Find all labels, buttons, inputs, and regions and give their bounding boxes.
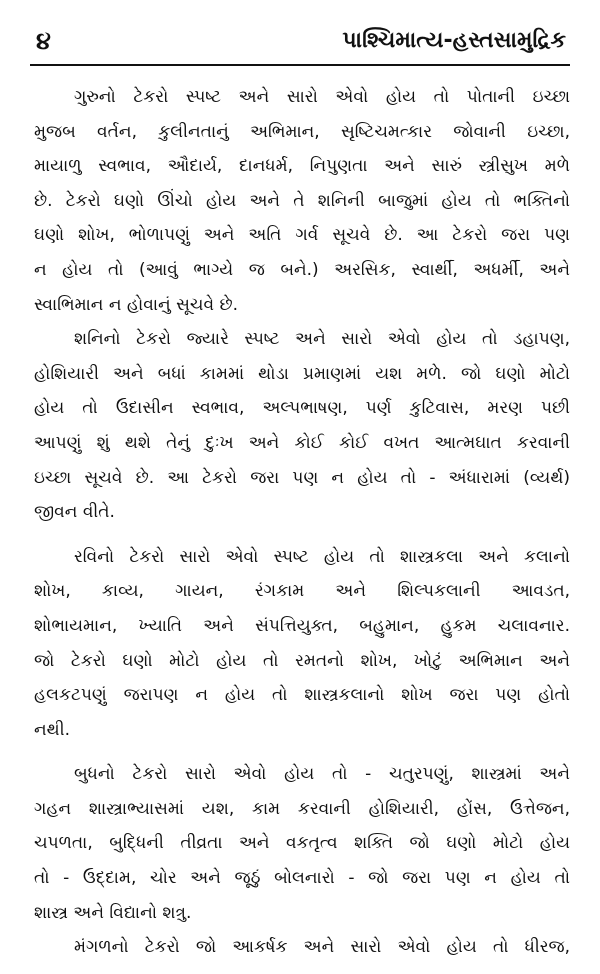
text-line: હલકટપણું જરાપણ ન હોય તો શાસ્ત્રકલાનો શોખ જરા પણ હોતો: [34, 685, 570, 706]
header-rule: [30, 64, 570, 66]
paragraph-saturn-mount: [34, 322, 570, 530]
text-line: હોય તો ઉદાસીન સ્વભાવ, અલ્પભાષણ, પર્ણ કુટિવાસ, મરણ પછી: [34, 398, 570, 419]
body-text: [34, 80, 570, 965]
text-line: ન હોય તો (આવું ભાગ્યે જ બને.) અરસિક, સ્વાર્થી, અધર્મી, અને: [34, 259, 570, 280]
text-line: આપણું શું થશે તેનું દુઃખ અને કોઈ કોઈ વખત આત્મઘાત કરવાની: [34, 432, 570, 453]
text-line: ગહન શાસ્ત્રાભ્યાસમાં યશ, કામ કરવાની હોશિયારી, હોંસ, ઉત્તેજન,: [34, 798, 570, 819]
text-line: ગુરુનો ટેકરો સ્પષ્ટ અને સારો એવો હોય તો પોતાની ઇચ્છા: [74, 87, 570, 107]
text-line: છે. ટેકરો ઘણો ઊંચો હોય અને તે શનિની બાજુમાં હોય તો ભક્તિનો: [34, 190, 570, 211]
text-line: સ્વાભિમાન ન હોવાનું સૂચવે છે.: [34, 294, 238, 315]
text-line: તો - ઉદ્દામ, ચોર અને જૂઠું બોલનારો - જો જરા પણ ન હોય તો: [34, 868, 570, 889]
text-line: ઇચ્છા સૂચવે છે. આ ટેકરો જરા પણ ન હોય તો - અંધારામાં (વ્યર્થ): [34, 467, 570, 488]
text-line: બુધનો ટેકરો સારો એવો હોય તો - ચતુરપણું, શાસ્ત્રમાં અને: [74, 764, 570, 785]
running-title: પાશ્ચિમાત્ય-હસ્તસામુદ્રિક: [342, 28, 566, 53]
text-line: શનિનો ટેકરો જ્યારે સ્પષ્ટ અને સારો એવો હોય તો ડહાપણ,: [74, 329, 570, 350]
text-line: નથી.: [34, 719, 70, 740]
paragraph-mars-mount: [34, 930, 570, 965]
text-line: માયાળુ સ્વભાવ, ઔદાર્ય, દાનધર્મ, નિપુણતા અને સારું સ્ત્રીસુખ મળે: [34, 156, 570, 177]
paragraph-gap: [34, 530, 570, 540]
paragraph-gap: [34, 747, 570, 757]
text-line: રવિનો ટેકરો સારો એવો સ્પષ્ટ હોય તો શાસ્ત્રકલા અને કલાનો: [74, 546, 570, 567]
text-line: શાસ્ત્ર અને વિદ્યાનો શત્રુ.: [34, 902, 192, 923]
paragraph-mercury-mount: [34, 757, 570, 930]
text-line: શોભાયમાન, ખ્યાતિ અને સંપત્તિયુક્ત, બહુમાન, હુકમ ચલાવનાર.: [34, 615, 570, 636]
text-line: જો ટેકરો ઘણો મોટો હોય તો રમતનો શોખ, ખોટું અભિમાન અને: [34, 650, 570, 671]
text-line: ચપળતા, બુદ્ધિની તીવ્રતા અને વકતૃત્વ શક્તિ જો ઘણો મોટો હોય: [34, 833, 570, 854]
page-number: ૪: [36, 27, 51, 55]
text-line: શોખ, કાવ્ય, ગાયન, રંગકામ અને શિલ્પકલાની આવડત,: [34, 581, 570, 602]
text-line: હોશિયારી અને બધાં કામમાં થોડા પ્રમાણમાં યશ મળે. જો ઘણો મોટો: [34, 363, 570, 384]
paragraph-sun-mount: [34, 540, 570, 748]
text-line: ઘણો શોખ, ભોળાપણું અને અતિ ગર્વ સૂચવે છે. આ ટેકરો જરા પણ: [34, 225, 570, 246]
paragraph-jupiter-mount: [34, 80, 570, 322]
page-header: [30, 18, 570, 62]
text-line: જીવન વીતે.: [34, 502, 115, 523]
text-line: મુજબ વર્તન, કુલીનતાનું અભિમાન, સૃષ્ટિચમત્કાર જોવાની ઇચ્છા,: [34, 121, 570, 142]
text-line: મંગળનો ટેકરો જો આકર્ષક અને સારો એવો હોય તો ધીરજ,: [74, 937, 570, 958]
